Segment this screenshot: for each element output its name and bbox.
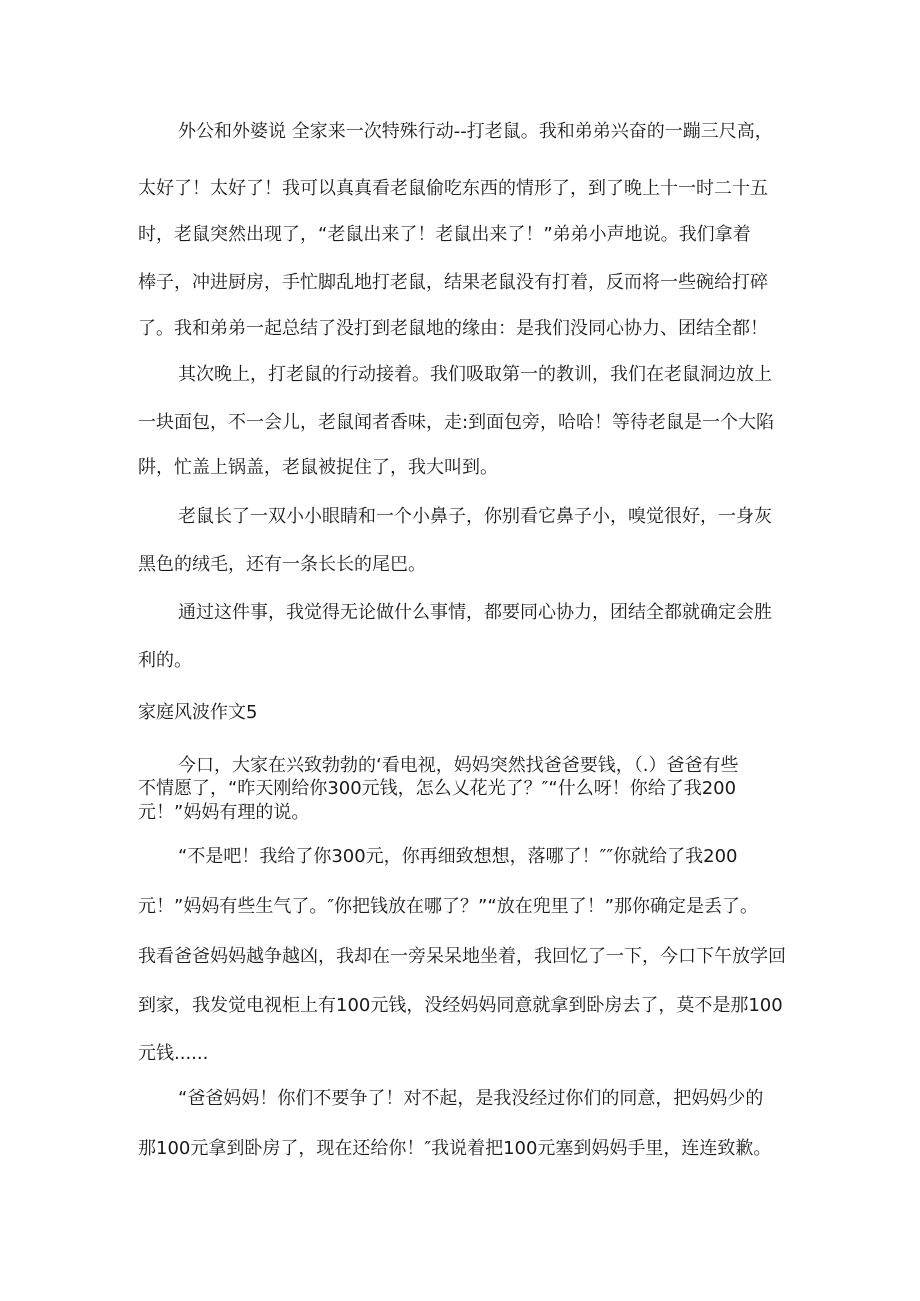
text-line: 通过这件事，我觉得无论做什么事情，都要同心协力，团结全都就确定会胜 bbox=[178, 602, 772, 623]
text-line: 元！”妈妈有些生气了。″你把钱放在哪了？”“放在兜里了！”那你确定是丢了。 bbox=[138, 896, 759, 917]
section-title: 家庭风波作文5 bbox=[138, 702, 258, 723]
text-line: 阱，忙盖上锅盖，老鼠被捉住了，我大叫到。 bbox=[138, 457, 498, 478]
text-line: 外公和外婆说 全家来一次特殊行动--打老鼠。我和弟弟兴奋的一蹦三尺高， bbox=[178, 121, 773, 142]
text-line: 到家，我发觉电视柜上有100元钱，没经妈妈同意就拿到卧房去了，莫不是那100 bbox=[138, 995, 783, 1016]
text-line: 老鼠长了一双小小眼睛和一个小鼻子，你别看它鼻子小，嗅觉很好，一身灰 bbox=[178, 506, 772, 527]
text-line: “不是吧！我给了你300元，你再细致想想，落哪了！″″你就给了我200 bbox=[178, 846, 738, 867]
text-line: 利的。 bbox=[138, 650, 192, 671]
text-line: 那100元拿到卧房了，现在还给你！″我说着把100元塞到妈妈手里，连连致歉。 bbox=[138, 1138, 772, 1159]
text-line: 黑色的绒毛，还有一条长长的尾巴。 bbox=[138, 554, 426, 575]
text-line: 棒子，冲进厨房，手忙脚乱地打老鼠，结果老鼠没有打着，反而将一些碗给打碎 bbox=[138, 272, 768, 293]
text-line: 其次晚上，打老鼠的行动接着。我们吸取第一的教训，我们在老鼠洞边放上 bbox=[178, 364, 772, 385]
text-line: 元！”妈妈有理的说。 bbox=[138, 802, 310, 823]
text-line: 了。我和弟弟一起总结了没打到老鼠地的缘由：是我们没同心协力、团结全都！ bbox=[138, 318, 768, 339]
text-line: 我看爸爸妈妈越争越凶，我却在一旁呆呆地坐着，我回忆了一下，今口下午放学回 bbox=[138, 946, 786, 967]
text-line: 今口，大家在兴致勃勃的‘看电视，妈妈突然找爸爸要钱，（.）爸爸有些 bbox=[178, 755, 739, 776]
text-line: 不情愿了，“昨天刚给你300元钱，怎么乂花光了？″“什么呀！你给了我200 bbox=[138, 778, 737, 799]
text-line: 太好了！太好了！我可以真真看老鼠偷吃东西的情形了，到了晚上十一时二十五 bbox=[138, 178, 768, 199]
text-line: 一块面包，不一会儿，老鼠闻者香味，走:到面包旁，哈哈！等待老鼠是一个大陷 bbox=[138, 412, 775, 433]
text-line: 元钱...... bbox=[138, 1043, 209, 1064]
text-line: “爸爸妈妈！你们不要争了！对不起，是我没经过你们的同意，把妈妈少的 bbox=[178, 1088, 764, 1109]
text-line: 时，老鼠突然出现了，“老鼠出来了！老鼠出来了！”弟弟小声地说。我们拿着 bbox=[138, 224, 751, 245]
